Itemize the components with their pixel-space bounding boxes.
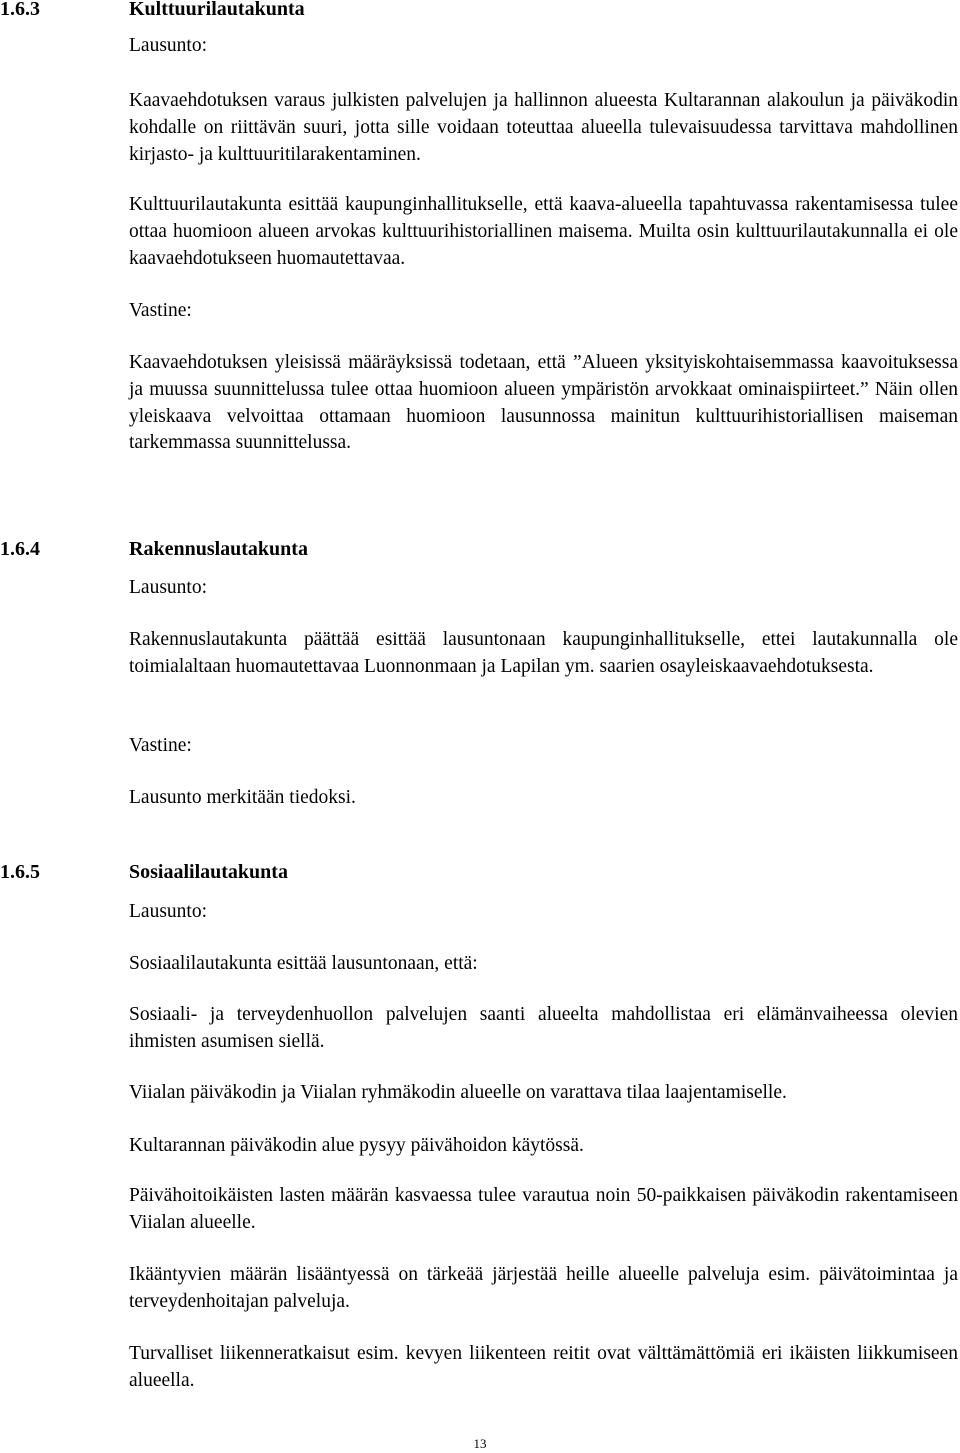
statement-paragraph: Päivähoitoikäisten lasten määrän kasvaessa tulee varautua noin 50-paikkaisen päiväkodin rakentamiseen Viialan alueelle. [129, 1185, 958, 1233]
statement-label: Lausunto: [129, 577, 207, 598]
section-title: Rakennuslautakunta [129, 538, 308, 560]
section-title: Kulttuurilautakunta [129, 0, 305, 20]
response-label: Vastine: [129, 735, 192, 756]
statement-paragraph: Kaavaehdotuksen varaus julkisten palvelujen ja hallinnon alueesta Kultarannan alakoulun ja päiväkodin kohdalle on riittävän suuri, jotta sille voidaan toteuttaa alueella tulevaisuudessa tarvittava mahdollinen kirjasto- ja kulttuuritilarakentaminen. [129, 90, 958, 165]
section-title: Sosiaalilautakunta [129, 861, 288, 883]
statement-paragraph: Kulttuurilautakunta esittää kaupunginhallitukselle, että kaava-alueella tapahtuvassa rakentamisessa tulee ottaa huomioon alueen arvokas kulttuurihistoriallinen maisema. Muilta osin kulttuurilautakunnalla ei ole kaavaehdotukseen huomautettavaa. [129, 194, 958, 269]
statement-paragraph: Turvalliset liikenneratkaisut esim. kevyen liikenteen reitit ovat välttämättömiä eri ikäisten liikkumiseen alueella. [129, 1343, 958, 1391]
section-heading-rakennuslautakunta [0, 537, 308, 561]
section-number: 1.6.3 [0, 0, 40, 20]
response-paragraph: Lausunto merkitään tiedoksi. [129, 787, 356, 808]
statement-paragraph: Sosiaali- ja terveydenhuollon palvelujen saanti alueelta mahdollistaa eri elämänvaiheessa olevien ihmisten asumisen siellä. [129, 1004, 958, 1052]
statement-paragraph: Sosiaalilautakunta esittää lausuntonaan, että: [129, 953, 478, 974]
section-number: 1.6.4 [0, 538, 40, 560]
statement-label: Lausunto: [129, 35, 207, 56]
statement-label: Lausunto: [129, 901, 207, 922]
section-heading-kulttuurilautakunta [0, 0, 305, 21]
section-number: 1.6.5 [0, 861, 40, 883]
statement-paragraph: Viialan päiväkodin ja Viialan ryhmäkodin alueelle on varattava tilaa laajentamiselle. [129, 1082, 787, 1103]
statement-paragraph: Rakennuslautakunta päättää esittää lausuntonaan kaupunginhallitukselle, ettei lautakunnalla ole toimialaltaan huomautettavaa Luonnonmaan ja Lapilan ym. saarien osayleiskaavaehdotuksesta. [129, 629, 958, 677]
statement-paragraph: Ikääntyvien määrän lisääntyessä on tärkeää järjestää heille alueelle palveluja esim. päivätoimintaa ja terveydenhoitajan palveluja. [129, 1264, 958, 1312]
response-paragraph: Kaavaehdotuksen yleisissä määräyksissä todetaan, että ”Alueen yksityiskohtaisemmassa kaavoituksessa ja muussa suunnittelussa tulee ottaa huomioon alueen ympäristön arvokkaat ominaispiirteet.” Näin ollen yleiskaava velvoittaa ottamaan huomioon lausunnossa mainitun kulttuurihistoriallisen maiseman tarkemmassa suunnittelussa. [129, 352, 958, 454]
statement-paragraph: Kultarannan päiväkodin alue pysyy päivähoidon käytössä. [129, 1135, 584, 1156]
page-number: 13 [473, 1436, 487, 1451]
response-label: Vastine: [129, 300, 192, 321]
section-heading-sosiaalilautakunta [0, 860, 288, 884]
